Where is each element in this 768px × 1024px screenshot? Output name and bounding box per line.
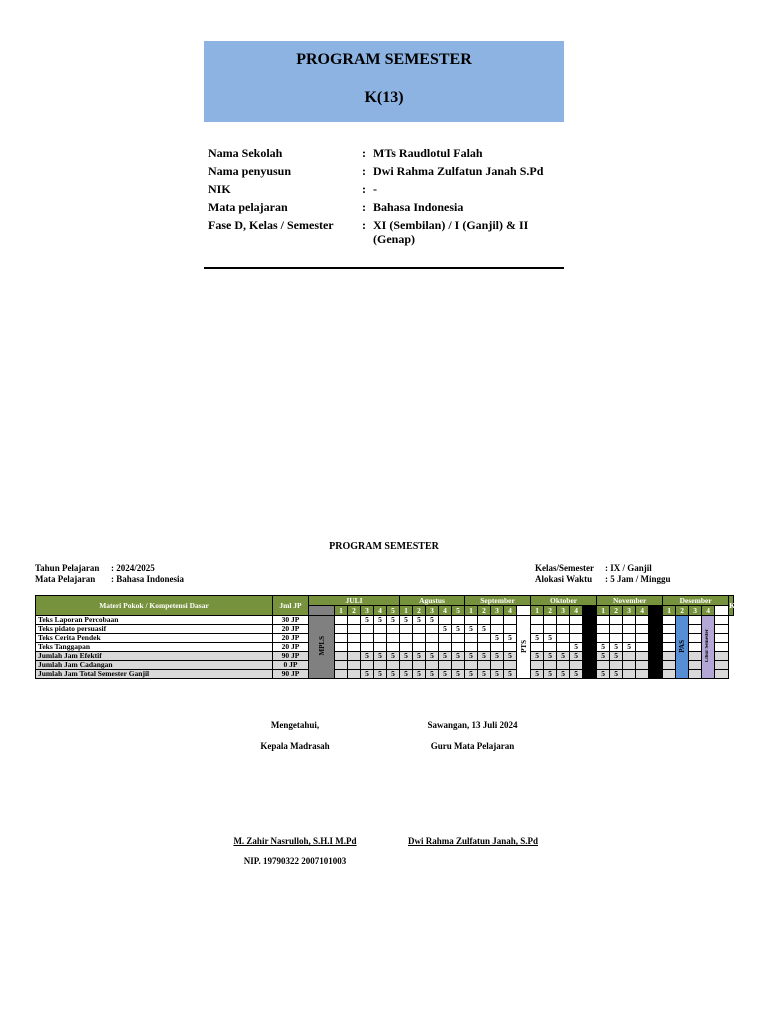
cover-info [208, 146, 564, 246]
month-oktober: Oktober [531, 596, 597, 606]
week-value-cell: 5 [400, 616, 413, 625]
cover-banner [204, 41, 564, 122]
break-cell [649, 616, 663, 625]
week-value-cell: 5 [491, 670, 504, 679]
week-cell: 4 [374, 606, 387, 616]
week-value-cell [689, 625, 702, 634]
info-row-mapel [208, 200, 564, 218]
break-header-cell [649, 606, 663, 616]
row-jml-jp: 20 JP [273, 625, 309, 634]
month-september: September [465, 596, 531, 606]
week-value-cell [335, 652, 348, 661]
week-value-cell [597, 616, 610, 625]
week-value-cell [348, 670, 361, 679]
week-value-cell [400, 625, 413, 634]
kepala-nip: NIP. 19790322 2007101003 [243, 856, 347, 866]
week-value-cell: 5 [478, 652, 491, 661]
pts-header-cell [517, 606, 531, 616]
week-value-cell [610, 616, 623, 625]
week-value-cell: 5 [491, 652, 504, 661]
week-value-cell: 5 [426, 670, 439, 679]
row-materi: Teks Tanggapan [36, 643, 273, 652]
break-cell [583, 661, 597, 670]
week-value-cell [426, 625, 439, 634]
week-value-cell: 5 [531, 634, 544, 643]
meta-label: Alokasi Waktu [535, 574, 593, 584]
break-cell [649, 643, 663, 652]
meta-alokasi [535, 574, 735, 586]
week-value-cell [570, 625, 583, 634]
week-cell: 3 [426, 606, 439, 616]
week-value-cell [387, 634, 400, 643]
info-label: Fase D, Kelas / Semester [208, 218, 334, 232]
header-materi: Materi Pokok / Kompetensi Dasar [36, 596, 273, 616]
week-value-cell: 5 [531, 670, 544, 679]
info-colon: : [362, 182, 366, 196]
ket-cell [715, 616, 729, 625]
week-cell: 2 [544, 606, 557, 616]
row-jml-jp: 20 JP [273, 634, 309, 643]
week-cell: 1 [597, 606, 610, 616]
week-value-cell [557, 625, 570, 634]
table-row [36, 625, 734, 634]
cover-divider [204, 267, 564, 269]
week-value-cell: 5 [570, 670, 583, 679]
week-value-cell [689, 661, 702, 670]
week-value-cell: 5 [361, 670, 374, 679]
table-row [36, 652, 734, 661]
week-value-cell: 5 [544, 652, 557, 661]
program-semester-table [35, 595, 741, 679]
week-cell: 2 [413, 606, 426, 616]
week-value-cell [348, 616, 361, 625]
week-value-cell: 5 [439, 625, 452, 634]
ket-cell [715, 652, 729, 661]
row-materi: Jumlah Jam Cadangan [36, 661, 273, 670]
week-value-cell [689, 643, 702, 652]
week-value-cell: 5 [531, 652, 544, 661]
ket-cell [715, 634, 729, 643]
week-value-cell [663, 652, 676, 661]
week-value-cell: 5 [491, 634, 504, 643]
mpls-label: MPLS [317, 636, 326, 656]
ket-cell [715, 643, 729, 652]
week-cell: 1 [335, 606, 348, 616]
week-value-cell: 5 [557, 652, 570, 661]
week-value-cell [504, 616, 517, 625]
week-cell: 2 [478, 606, 491, 616]
month-desember: Desember [663, 596, 729, 606]
week-value-cell [570, 616, 583, 625]
break-cell [583, 616, 597, 625]
week-value-cell [374, 625, 387, 634]
table-row [36, 616, 734, 625]
meta-value: : 5 Jam / Minggu [605, 574, 671, 584]
libur-label: Libur Semester [705, 629, 711, 663]
week-value-cell [663, 634, 676, 643]
week-value-cell: 5 [544, 670, 557, 679]
week-value-cell [623, 670, 636, 679]
week-value-cell: 5 [597, 670, 610, 679]
kepala-madrasah-label: Kepala Madrasah [260, 741, 330, 751]
week-value-cell [348, 634, 361, 643]
week-value-cell: 5 [465, 652, 478, 661]
week-cell: 1 [465, 606, 478, 616]
week-value-cell [663, 643, 676, 652]
week-value-cell [557, 616, 570, 625]
info-value: Dwi Rahma Zulfatun Janah S.Pd [373, 164, 544, 178]
week-value-cell [610, 625, 623, 634]
week-value-cell: 5 [400, 670, 413, 679]
info-label: Nama penyusun [208, 164, 292, 178]
week-value-cell [623, 652, 636, 661]
row-materi: Teks Laporan Percobaan [36, 616, 273, 625]
info-row-nik [208, 182, 564, 200]
week-value-cell: 5 [623, 643, 636, 652]
week-value-cell: 5 [387, 670, 400, 679]
week-value-cell: 5 [387, 616, 400, 625]
week-value-cell: 5 [557, 670, 570, 679]
week-value-cell [348, 652, 361, 661]
week-value-cell: 5 [504, 652, 517, 661]
week-value-cell: 5 [452, 625, 465, 634]
week-value-cell [623, 616, 636, 625]
week-value-cell [636, 652, 649, 661]
week-value-cell [465, 634, 478, 643]
pts-label: PTS [519, 639, 528, 653]
week-value-cell: 5 [478, 625, 491, 634]
week-value-cell: 5 [570, 643, 583, 652]
week-value-cell [636, 616, 649, 625]
week-cell: 4 [570, 606, 583, 616]
week-value-cell [335, 661, 348, 670]
break-cell [583, 670, 597, 679]
week-value-cell: 5 [465, 670, 478, 679]
week-cell: 4 [504, 606, 517, 616]
week-cell: 4 [636, 606, 649, 616]
break-header-cell [583, 606, 597, 616]
week-value-cell [361, 625, 374, 634]
break-cell [649, 625, 663, 634]
week-value-cell [689, 670, 702, 679]
week-value-cell: 5 [374, 670, 387, 679]
week-value-cell [623, 661, 636, 670]
week-value-cell: 5 [597, 652, 610, 661]
week-value-cell [439, 634, 452, 643]
week-cell: 3 [557, 606, 570, 616]
week-value-cell [335, 625, 348, 634]
week-cell: 2 [676, 606, 689, 616]
break-cell [649, 661, 663, 670]
week-value-cell: 5 [413, 616, 426, 625]
info-value: XI (Sembilan) / I (Ganjil) & II (Genap) [373, 218, 529, 246]
week-value-cell: 5 [361, 616, 374, 625]
week-value-cell: 5 [361, 652, 374, 661]
info-value: - [373, 182, 377, 196]
pas-label: PAS [678, 639, 687, 653]
month-juli: JULI [309, 596, 400, 606]
week-value-cell [544, 616, 557, 625]
row-jml-jp: 90 JP [273, 652, 309, 661]
week-value-cell: 5 [504, 634, 517, 643]
week-value-cell [531, 616, 544, 625]
info-row-sekolah [208, 146, 564, 164]
week-cell: 1 [663, 606, 676, 616]
info-colon: : [362, 164, 366, 178]
week-value-cell [636, 625, 649, 634]
week-value-cell: 5 [374, 616, 387, 625]
week-cell: 3 [491, 606, 504, 616]
week-value-cell [491, 616, 504, 625]
info-colon: : [362, 218, 366, 232]
week-value-cell [689, 652, 702, 661]
week-value-cell: 5 [452, 652, 465, 661]
week-value-cell [636, 670, 649, 679]
table-row [36, 643, 734, 652]
week-value-cell: 5 [610, 670, 623, 679]
week-value-cell [478, 634, 491, 643]
week-value-cell: 5 [504, 670, 517, 679]
pas-cell [676, 616, 689, 679]
info-colon: : [362, 200, 366, 214]
week-cell: 4 [702, 606, 715, 616]
row-jml-jp: 0 JP [273, 661, 309, 670]
month-header-row [36, 596, 734, 606]
week-value-cell [335, 616, 348, 625]
row-jml-jp: 30 JP [273, 616, 309, 625]
meta-value: : IX / Ganjil [605, 563, 652, 573]
meta-label: Kelas/Semester [535, 563, 594, 573]
week-cell: 1 [400, 606, 413, 616]
program-table-body [36, 616, 734, 679]
week-value-cell [400, 634, 413, 643]
table-row [36, 670, 734, 679]
week-value-cell: 5 [544, 634, 557, 643]
week-cell: 3 [689, 606, 702, 616]
week-value-cell [689, 616, 702, 625]
row-materi: Teks Cerita Pendek [36, 634, 273, 643]
header-jml-jp: Jml JP [273, 596, 309, 616]
info-row-penyusun [208, 164, 564, 182]
cover-title: PROGRAM SEMESTER [296, 51, 472, 68]
week-value-cell: 5 [426, 616, 439, 625]
break-cell [649, 652, 663, 661]
week-cell: 4 [439, 606, 452, 616]
week-value-cell [557, 634, 570, 643]
week-value-cell [387, 625, 400, 634]
break-cell [583, 643, 597, 652]
week-value-cell: 5 [610, 643, 623, 652]
week-value-cell: 5 [413, 670, 426, 679]
week-value-cell [335, 634, 348, 643]
week-cell: 1 [531, 606, 544, 616]
week-value-cell [335, 643, 348, 652]
break-cell [583, 625, 597, 634]
week-value-cell [348, 661, 361, 670]
week-value-cell: 5 [413, 652, 426, 661]
header-ket: Ket [729, 596, 734, 616]
month-agustus: Agustus [400, 596, 465, 606]
week-value-cell [636, 643, 649, 652]
week-value-cell [636, 661, 649, 670]
week-value-cell: 5 [465, 625, 478, 634]
break-cell [649, 670, 663, 679]
week-value-cell [348, 643, 361, 652]
info-label: NIK [208, 182, 231, 196]
ket-cell [715, 670, 729, 679]
break-cell [649, 634, 663, 643]
row-materi: Jumlah Jam Total Semester Ganjil [36, 670, 273, 679]
cover-subtitle: K(13) [364, 89, 404, 106]
week-value-cell [636, 634, 649, 643]
row-jml-jp: 90 JP [273, 670, 309, 679]
week-value-cell: 5 [374, 652, 387, 661]
info-row-fase [208, 218, 564, 246]
mengetahui-label: Mengetahui, [270, 720, 320, 730]
week-value-cell: 5 [387, 652, 400, 661]
week-cell: 2 [348, 606, 361, 616]
info-value: Bahasa Indonesia [373, 200, 464, 214]
mpls-cell [309, 616, 335, 679]
row-materi: Jumlah Jam Efektif [36, 652, 273, 661]
week-value-cell: 5 [478, 670, 491, 679]
week-value-cell: 5 [426, 652, 439, 661]
week-value-cell [663, 670, 676, 679]
place-date: Sawangan, 13 Juli 2024 [427, 720, 518, 730]
meta-label: Tahun Pelajaran [35, 563, 100, 573]
week-value-cell [335, 670, 348, 679]
week-value-cell [597, 625, 610, 634]
info-colon: : [362, 146, 366, 160]
week-value-cell [413, 625, 426, 634]
week-value-cell: 5 [597, 643, 610, 652]
pts-cell [517, 616, 531, 679]
week-value-cell [348, 625, 361, 634]
week-value-cell [426, 634, 439, 643]
week-value-cell: 5 [400, 652, 413, 661]
week-value-cell: 5 [439, 652, 452, 661]
info-value: MTs Raudlotul Falah [373, 146, 483, 160]
week-value-cell: 5 [610, 652, 623, 661]
week-value-cell [361, 634, 374, 643]
week-value-cell [623, 625, 636, 634]
week-value-cell [663, 616, 676, 625]
info-label: Nama Sekolah [208, 146, 283, 160]
week-value-cell: 5 [439, 670, 452, 679]
break-cell [583, 634, 597, 643]
row-jml-jp: 20 JP [273, 643, 309, 652]
break-cell [583, 652, 597, 661]
meta-label: Mata Pelajaran [35, 574, 96, 584]
week-cell: 2 [610, 606, 623, 616]
week-value-cell [663, 661, 676, 670]
info-label: Mata pelajaran [208, 200, 288, 214]
ket-cell [715, 661, 729, 670]
meta-value: : Bahasa Indonesia [111, 574, 185, 584]
week-value-cell [374, 634, 387, 643]
week-cell: 5 [387, 606, 400, 616]
guru-label: Guru Mata Pelajaran [430, 741, 515, 751]
week-value-cell [413, 634, 426, 643]
row-materi: Teks pidato persuasif [36, 625, 273, 634]
meta-mapel [35, 574, 235, 586]
meta-value: : 2024/2025 [111, 563, 155, 573]
program-title: PROGRAM SEMESTER [329, 541, 439, 552]
week-value-cell [663, 625, 676, 634]
week-value-cell [452, 634, 465, 643]
month-november: November [597, 596, 663, 606]
kepala-name: M. Zahir Nasrulloh, S.H.I M.Pd [233, 836, 357, 846]
week-value-cell: 5 [570, 652, 583, 661]
week-value-cell: 5 [452, 670, 465, 679]
libur-cell [702, 616, 715, 679]
guru-name: Dwi Rahma Zulfatun Janah, S.Pd [407, 836, 539, 846]
week-cell: 5 [452, 606, 465, 616]
week-cell: 3 [361, 606, 374, 616]
week-value-cell [689, 634, 702, 643]
week-cell: 3 [623, 606, 636, 616]
mpls-header-cell [309, 606, 335, 616]
ket-cell [715, 625, 729, 634]
